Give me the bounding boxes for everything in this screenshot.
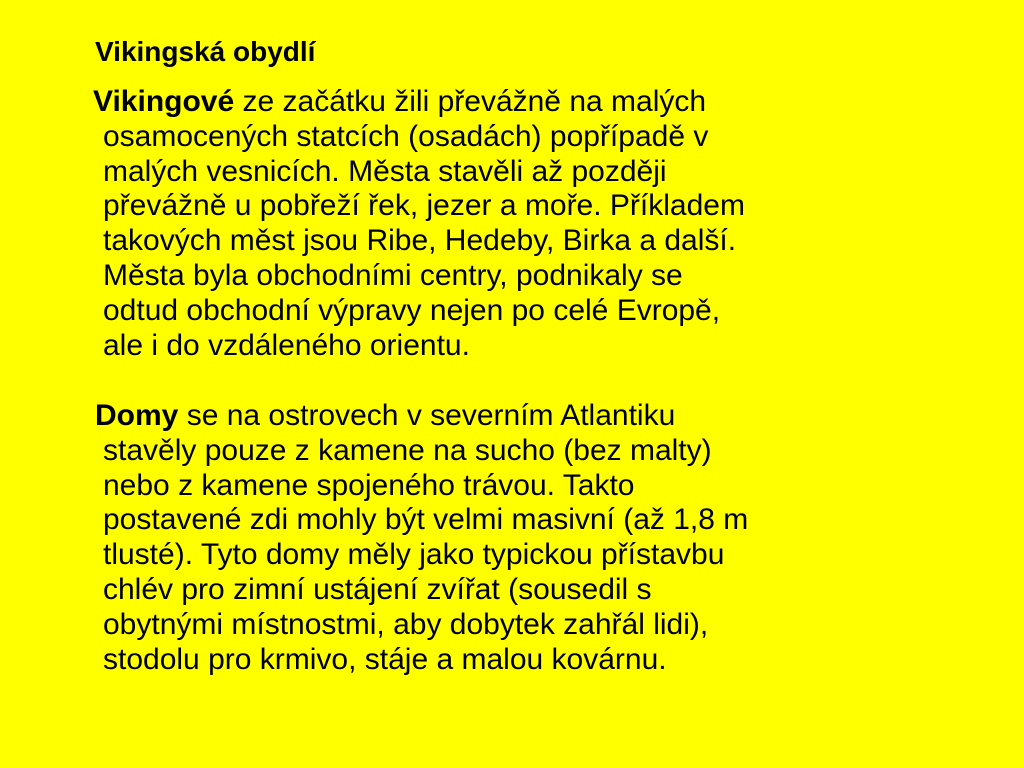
paragraph-line: odtud obchodní výpravy nejen po celé Evropě,	[103, 293, 721, 327]
paragraph-line: obytnými místnostmi, aby dobytek zahřál lidi),	[103, 607, 709, 641]
paragraph-vikingove	[93, 85, 983, 363]
paragraph-line: chlév pro zimní ustájení zvířat (sousedil s	[103, 572, 652, 606]
slide-title: Vikingská obydlí	[95, 36, 316, 67]
paragraph-line: ale i do vzdáleného orientu.	[103, 328, 470, 362]
paragraph-line: tlusté). Tyto domy měly jako typickou přístavbu	[103, 538, 725, 572]
paragraph-line: nebo z kamene spojeného trávou. Takto	[103, 468, 635, 502]
paragraph-line: převážně u pobřeží řek, jezer a moře. Příkladem	[103, 189, 745, 223]
paragraph-line: osamocených statcích (osadách) popřípadě v	[103, 119, 709, 153]
paragraph-line: postavené zdi mohly být velmi masivní (až 1,8 m	[103, 503, 749, 537]
line-text: se na ostrovech v severním Atlantiku	[178, 399, 676, 432]
paragraph-line: stavěly pouze z kamene na sucho (bez malty)	[103, 433, 712, 467]
paragraph-lead: Vikingové	[93, 85, 235, 118]
paragraph-line: stodolu pro krmivo, stáje a malou kovárnu.	[103, 642, 667, 676]
paragraph-line: Města byla obchodními centry, podnikaly se	[103, 258, 683, 292]
paragraph-line	[93, 85, 983, 120]
paragraph-domy	[95, 399, 983, 677]
paragraph-line: takových měst jsou Ribe, Hedeby, Birka a další.	[103, 224, 737, 258]
paragraph-line: malých vesnicích. Města stavěli až později	[103, 154, 667, 188]
line-text: ze začátku žili převážně na malých	[234, 85, 707, 118]
paragraph-lead: Domy	[95, 399, 179, 432]
paragraph-line	[95, 399, 983, 434]
